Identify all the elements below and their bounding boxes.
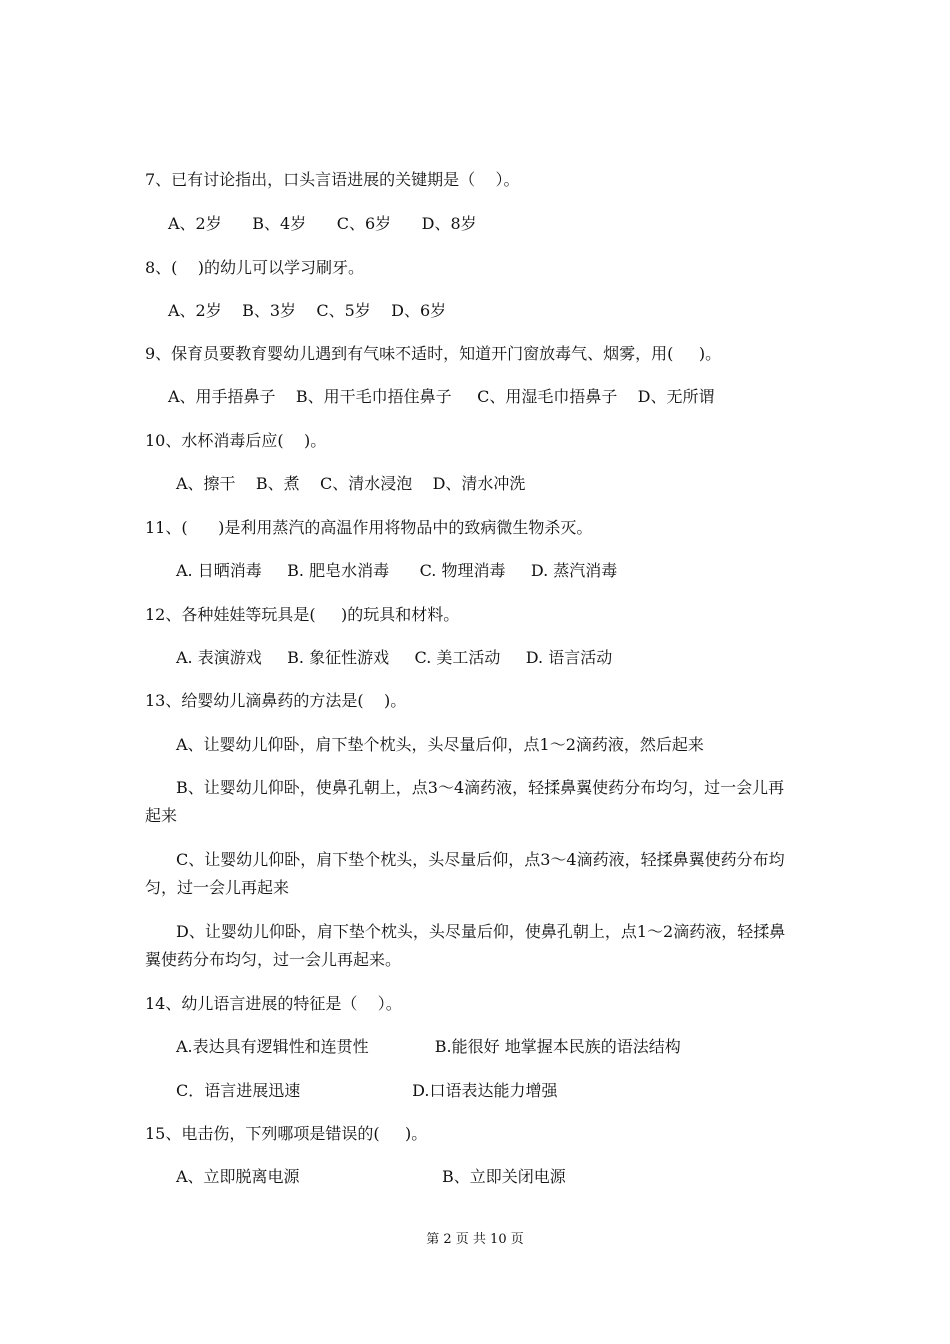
question-10-options: A、擦干 B、煮 C、清水浸泡 D、清水冲洗 [176, 474, 526, 493]
question-7-options: A、2岁 B、4岁 C、6岁 D、8岁 [168, 214, 477, 233]
question-7: 7、已有讨论指出，口头言语进展的关键期是（ ）。 [145, 170, 520, 189]
question-13-option-c-cont: 匀，过一会儿再起来 [145, 878, 290, 897]
question-8: 8、( )的幼儿可以学习刷牙。 [145, 258, 365, 277]
question-13: 13、给婴幼儿滴鼻药的方法是( )。 [145, 691, 407, 710]
question-13-option-b: B、让婴幼儿仰卧，使鼻孔朝上，点3～4滴药液，轻揉鼻翼使药分布均匀，过一会儿再 [176, 778, 785, 797]
question-13-option-c: C、让婴幼儿仰卧，肩下垫个枕头，头尽量后仰，点3～4滴药液，轻揉鼻翼使药分布均 [176, 850, 785, 869]
page-number-footer: 第 2 页 共 10 页 [426, 1232, 524, 1247]
question-14: 14、幼儿语言进展的特征是（ ）。 [145, 994, 402, 1013]
question-8-options: A、2岁 B、3岁 C、5岁 D、6岁 [168, 301, 447, 320]
question-11: 11、( )是利用蒸汽的高温作用将物品中的致病微生物杀灭。 [145, 518, 593, 537]
question-12-options: A. 表演游戏 B. 象征性游戏 C. 美工活动 D. 语言活动 [176, 648, 613, 667]
question-10: 10、水杯消毒后应( )。 [145, 431, 327, 450]
question-13-option-d-cont: 翼使药分布均匀，过一会儿再起来。 [145, 950, 402, 969]
question-12: 12、各种娃娃等玩具是( )的玩具和材料。 [145, 605, 460, 624]
question-11-options: A. 日晒消毒 B. 肥皂水消毒 C. 物理消毒 D. 蒸汽消毒 [176, 561, 618, 580]
question-13-option-a: A、让婴幼儿仰卧，肩下垫个枕头，头尽量后仰，点1～2滴药液，然后起来 [176, 735, 704, 754]
question-15: 15、电击伤，下列哪项是错误的( )。 [145, 1124, 428, 1143]
question-13-option-d: D、让婴幼儿仰卧，肩下垫个枕头，头尽量后仰，使鼻孔朝上，点1～2滴药液，轻揉鼻 [176, 922, 786, 941]
question-9-options: A、用手捂鼻子 B、用干毛巾捂住鼻子 C、用湿毛巾捂鼻子 D、无所谓 [168, 387, 715, 406]
question-14-options-row-1: A.表达具有逻辑性和连贯性 B.能很好 地掌握本民族的语法结构 [176, 1037, 681, 1056]
question-15-options: A、立即脱离电源 B、立即关闭电源 [176, 1167, 566, 1186]
question-9: 9、保育员要教育婴幼儿遇到有气味不适时，知道开门窗放毒气、烟雾，用( )。 [145, 344, 722, 363]
question-14-options-row-2: C．语言进展迅速 D.口语表达能力增强 [176, 1081, 558, 1100]
question-13-option-b-cont: 起来 [145, 806, 178, 825]
